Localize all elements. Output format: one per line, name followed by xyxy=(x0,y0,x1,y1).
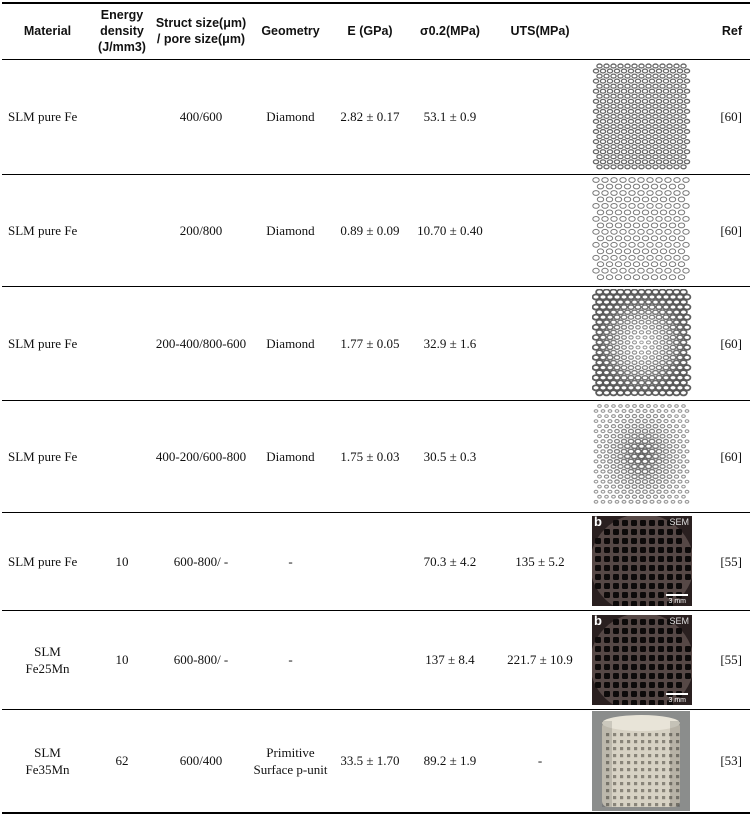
cell-material: SLM Fe25Mn xyxy=(2,610,93,709)
cell-material: SLM pure Fe xyxy=(2,174,93,286)
cell-yield-strength: 70.3 ± 4.2 xyxy=(410,512,490,610)
cell-struct-size: 600/400 xyxy=(151,709,251,813)
cell-uts: - xyxy=(490,709,590,813)
cell-image xyxy=(590,174,692,286)
cell-uts: 221.7 ± 10.9 xyxy=(490,610,590,709)
cell-energy-density xyxy=(93,59,151,174)
cell-uts xyxy=(490,400,590,512)
table-row xyxy=(2,59,750,174)
cell-struct-size: 400-200/600-800 xyxy=(151,400,251,512)
cell-energy-density xyxy=(93,174,151,286)
table-row xyxy=(2,174,750,286)
cell-geometry: Diamond xyxy=(251,286,330,400)
cell-yield-strength: 53.1 ± 0.9 xyxy=(410,59,490,174)
cell-image xyxy=(590,400,692,512)
cell-ref: [55] xyxy=(692,610,750,709)
cell-yield-strength: 89.2 ± 1.9 xyxy=(410,709,490,813)
cell-struct-size: 600-800/ - xyxy=(151,512,251,610)
header-ref: Ref xyxy=(692,3,750,59)
lattice-graded-image xyxy=(592,289,692,397)
cell-ref: [60] xyxy=(692,174,750,286)
cell-yield-strength: 10.70 ± 0.40 xyxy=(410,174,490,286)
sem-tag: SEM xyxy=(669,517,689,527)
cell-material: SLM pure Fe xyxy=(2,286,93,400)
cell-ref: [60] xyxy=(692,59,750,174)
cell-geometry: - xyxy=(251,610,330,709)
sem-scale-label: 3 mm xyxy=(668,598,686,605)
cell-yield-strength: 32.9 ± 1.6 xyxy=(410,286,490,400)
header-struct-size: Struct size(μm) / pore size(μm) xyxy=(151,3,251,59)
cell-image xyxy=(590,709,692,813)
cylinder-lattice xyxy=(592,711,690,811)
sem-scale-bar xyxy=(666,693,688,695)
cell-elastic-modulus: 1.75 ± 0.03 xyxy=(330,400,410,512)
cell-elastic-modulus: 33.5 ± 1.70 xyxy=(330,709,410,813)
cell-image xyxy=(590,610,692,709)
cell-uts xyxy=(490,174,590,286)
cell-uts xyxy=(490,59,590,174)
sem-panel-letter: b xyxy=(594,516,602,529)
sem-scaffold-image xyxy=(592,615,692,705)
cell-material: SLM Fe35Mn xyxy=(2,709,93,813)
header-row xyxy=(2,3,750,59)
lattice-dense-image xyxy=(592,63,692,171)
cell-elastic-modulus xyxy=(330,512,410,610)
sem-pore-grid xyxy=(592,516,692,606)
mechanical-properties-table xyxy=(2,2,750,814)
cell-struct-size: 200-400/800-600 xyxy=(151,286,251,400)
cell-geometry: - xyxy=(251,512,330,610)
header-energy-density: Energy density (J/mm3) xyxy=(93,3,151,59)
cell-energy-density: 10 xyxy=(93,512,151,610)
cell-geometry: Primitive Surface p-unit xyxy=(251,709,330,813)
cell-ref: [55] xyxy=(692,512,750,610)
sem-tag: SEM xyxy=(669,615,689,626)
cell-struct-size: 400/600 xyxy=(151,59,251,174)
header-yield-strength: σ0.2(MPa) xyxy=(410,3,490,59)
table-row xyxy=(2,400,750,512)
cell-elastic-modulus: 1.77 ± 0.05 xyxy=(330,286,410,400)
cell-yield-strength: 30.5 ± 0.3 xyxy=(410,400,490,512)
cell-material: SLM pure Fe xyxy=(2,59,93,174)
lattice-graded-inverse-image xyxy=(592,403,692,509)
header-geometry: Geometry xyxy=(251,3,330,59)
cell-elastic-modulus: 2.82 ± 0.17 xyxy=(330,59,410,174)
cell-struct-size: 600-800/ - xyxy=(151,610,251,709)
cell-geometry: Diamond xyxy=(251,400,330,512)
table-row xyxy=(2,512,750,610)
cell-ref: [60] xyxy=(692,400,750,512)
cell-elastic-modulus: 0.89 ± 0.09 xyxy=(330,174,410,286)
cell-geometry: Diamond xyxy=(251,174,330,286)
table-row xyxy=(2,610,750,709)
cell-elastic-modulus xyxy=(330,610,410,709)
printed-cylinder-image xyxy=(592,711,690,811)
cell-ref: [53] xyxy=(692,709,750,813)
cell-material: SLM pure Fe xyxy=(2,400,93,512)
sem-pore-grid xyxy=(592,615,692,705)
sem-scaffold-image xyxy=(592,516,692,606)
cell-image xyxy=(590,512,692,610)
header-uts: UTS(MPa) xyxy=(490,3,590,59)
sem-scale-bar xyxy=(666,594,688,596)
header-elastic-modulus: E (GPa) xyxy=(330,3,410,59)
sem-scale-label: 3 mm xyxy=(668,696,686,704)
cell-image xyxy=(590,59,692,174)
cell-struct-size: 200/800 xyxy=(151,174,251,286)
cell-energy-density xyxy=(93,286,151,400)
cell-uts xyxy=(490,286,590,400)
cell-material: SLM pure Fe xyxy=(2,512,93,610)
table-row xyxy=(2,286,750,400)
table-row xyxy=(2,709,750,813)
cell-ref: [60] xyxy=(692,286,750,400)
sem-panel-letter: b xyxy=(594,614,602,628)
cell-energy-density: 62 xyxy=(93,709,151,813)
cell-yield-strength: 137 ± 8.4 xyxy=(410,610,490,709)
cell-geometry: Diamond xyxy=(251,59,330,174)
cell-energy-density xyxy=(93,400,151,512)
cell-uts: 135 ± 5.2 xyxy=(490,512,590,610)
lattice-open-image xyxy=(592,177,692,283)
header-image xyxy=(590,3,692,59)
cell-energy-density: 10 xyxy=(93,610,151,709)
cell-image xyxy=(590,286,692,400)
header-material: Material xyxy=(2,3,93,59)
